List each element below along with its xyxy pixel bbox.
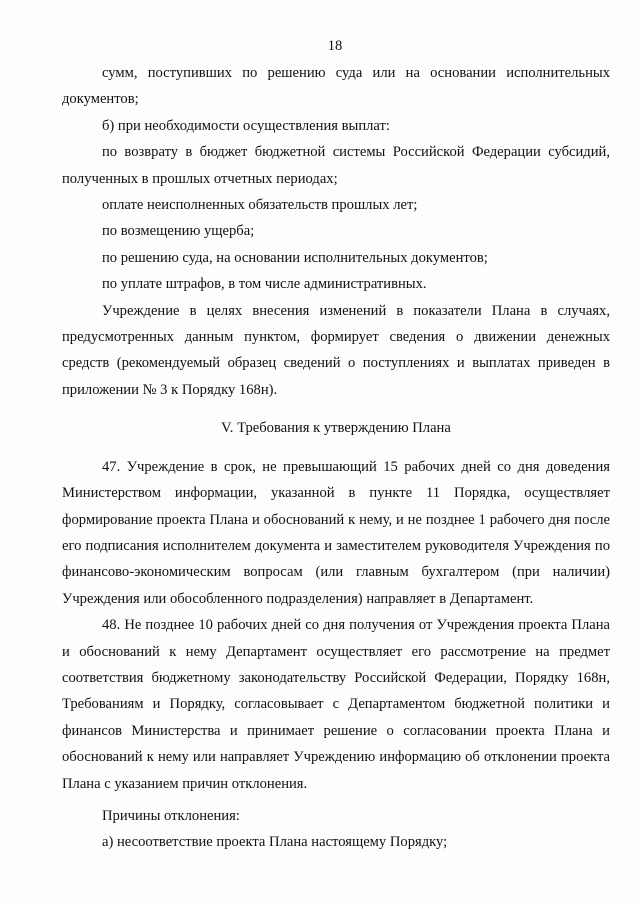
paragraph: сумм, поступивших по решению суда или на основании исполнительных документов; — [62, 65, 610, 108]
paragraph: по решению суда, на основании исполнительных документов; — [102, 249, 488, 266]
paragraph: Учреждение в целях внесения изменений в показатели Плана в случаях, предусмотренных данным пунктом, формирует сведения о движении денежных средств (рекомендуемый образец сведений о поступлениях и выплатах приведен в приложении № 3 к Порядку 168н). — [62, 302, 610, 398]
paragraph-48: 48. Не позднее 10 рабочих дней со дня получения от Учреждения проекта Плана и обоснований к нему Департамент осуществляет его рассмотрение на предмет соответствия бюджетному законодательству Российской Федерации, Порядку 168н, Требованиям и Порядку, согласовывает с Департаментом бюджетной политики и финансов Министерства и принимает решение о согласовании проекта Плана и обоснований к нему или направляет Учреждению информацию об отклонении проекта Плана с указанием причин отклонения. — [62, 617, 610, 792]
paragraph: по возмещению ущерба; — [102, 223, 255, 240]
paragraph: по уплате штрафов, в том числе административных. — [102, 276, 427, 293]
section-heading: V. Требования к утверждению Плана — [221, 420, 451, 437]
paragraph: по возврату в бюджет бюджетной системы Российской Федерации субсидий, полученных в прошлых отчетных периодах; — [62, 144, 610, 187]
paragraph: Причины отклонения: — [102, 807, 240, 824]
paragraph: а) несоответствие проекта Плана настоящему Порядку; — [102, 834, 448, 851]
paragraph-47: 47. Учреждение в срок, не превышающий 15 рабочих дней со дня доведения Министерством информации, указанной в пункте 11 Порядка, осуществляет формирование проекта Плана и обоснований к нему, и не позднее 1 рабочего дня после его подписания исполнителем документа и заместителем руководителя Учреждения по финансово-экономическим вопросам (или главным бухгалтером (при наличии) Учреждения или обособленного подразделения) направляет в Департамент. — [62, 458, 610, 607]
paragraph: оплате неисполненных обязательств прошлых лет; — [102, 197, 418, 214]
document-body — [62, 60, 610, 856]
paragraph: б) при необходимости осуществления выплат: — [102, 117, 390, 134]
page-number: 18 — [327, 38, 343, 54]
